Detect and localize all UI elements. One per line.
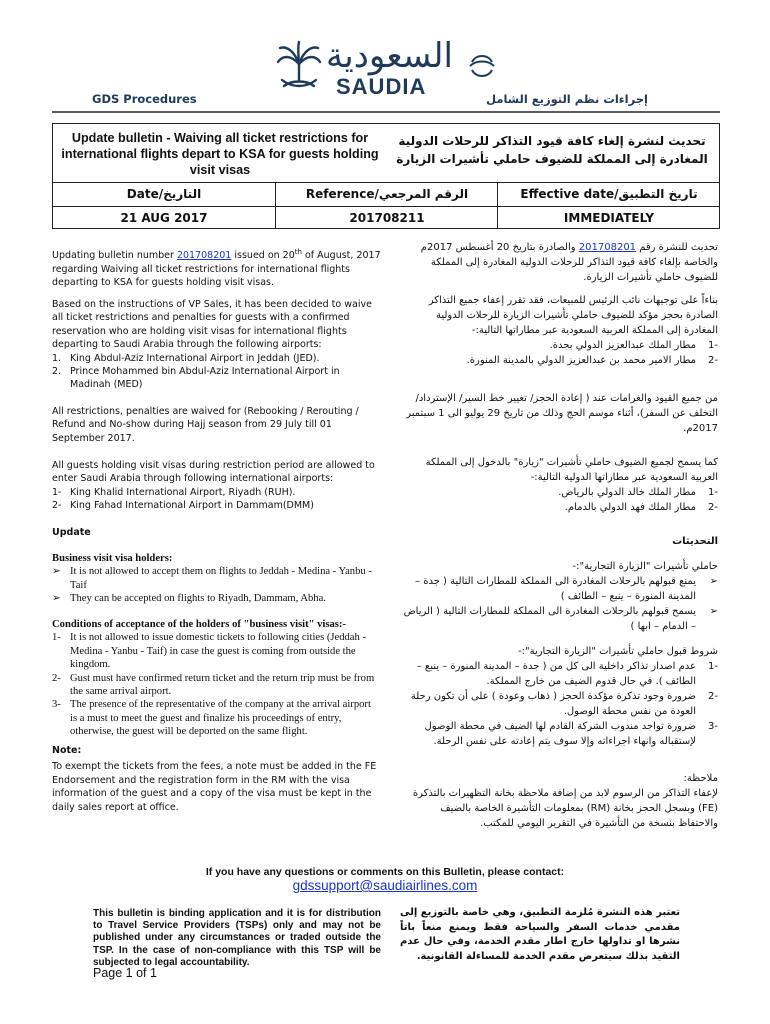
en-conditions-section: Conditions of acceptance of the holders of "business visit" visas:- 1- It is not allowed to issue domestic tickets to following cities (Jeddah - Medina - Yanbu - Taif) in case the guest is coming from outside the kingdom. 2- Gust must have confirmed return ticket and the return trip must be from the same arrival airport. 3- The presence of the representative of the company at the arrival airport is a must to meet the guest and finalize his proceedings of entry, otherwise, the guest will be deported on the same flight.: [52, 618, 378, 739]
list-item: 1- It is not allowed to issue domestic tickets to following cities (Jeddah - Medina - Yanbu - Taif) in case the guest is coming from outside the kingdom.: [52, 632, 366, 671]
effective-date-value: IMMEDIATELY: [563, 211, 655, 225]
title-row: [53, 124, 719, 183]
list-item: ➢ They can be accepted on flights to Riyadh, Dammam, Abha.: [52, 593, 326, 605]
bulletin-title-ar: تحديث لنشرة إلغاء كافة قيود التذاكر للرحلات الدولية المغادرة إلى المملكة للضيوف حاملي تأشيرات الزيارة: [396, 134, 708, 166]
gds-procedures-label: GDS Procedures: [92, 92, 197, 106]
date-value: 21 AUG 2017: [120, 211, 208, 225]
row-divider: [53, 206, 719, 207]
ar-update-heading: التحديثات: [672, 536, 718, 547]
ar-note-section: ملاحظة: لإعفاء التذاكر من الرسوم لابد من إضافة ملاحظة بخانة التظهيرات بالتذكرة (FE) وبسجل الحجز بخانة (RM) بمعلومات التأشيرة الخاصة بالضيف والاحتفاظ بنسخة من التأشيرة في التقرير اليومي للمكتب.: [412, 773, 718, 829]
list-item: -2 ضرورة وجود تذكرة مؤكدة الحجز ( ذهاب وعودة ) على أن تكون رحلة العودة من نفس محطة الوصول.: [410, 691, 718, 717]
contact-question: If you have any questions or comments on this Bulletin, please contact:: [205, 866, 565, 878]
list-item: -1 مطار الملك عبدالعزيز الدولي بجدة.: [549, 340, 718, 351]
list-item: 1. King Abdul-Aziz International Airport in Jeddah (JED).: [52, 352, 320, 364]
ar-business-section: حاملي تأشيرات "الزيارة التجارية":- ➢ يمنع قبولهم بالرحلات المغادرة الى المملكة للمطارات التالية ( جدة – المدينة المنورة – ينبع – الطائف ) ➢ يسمح قبولهم بالرحلات المغادرة الى المملكة للمطارات التالية ( الرياض – الدمام – ابها ): [400, 559, 718, 634]
list-item: -2 مطار الملك فهد الدولي بالدمام.: [564, 502, 718, 513]
ar-conditions-section: شروط قبول حاملي تأشيرات "الزيارة التجارية":- -1 عدم اصدار تذاكر داخلية الى كل من ( جدة – المدينة المنورة – ينبع – الطائف ). في حال قدوم الضيف من خارج المملكة. -2 ضرورة وجود تذكرة مؤكدة الحجز ( ذهاب وعودة ) على أن تكون رحلة العودة من نفس محطة الوصول. -3 ضرورة تواجد مندوب الشركة القادم لها الضيف في محطة الوصول لإستقباله وانهاء اجراءاته وإلا سوف يتم إعادته على نفس الرحلة.: [400, 644, 718, 749]
skyteam-icon: [458, 42, 506, 90]
list-item: 3- The presence of the representative of the company at the arrival airport is a must to meet the guest and finalize his proceedings of entry, otherwise, the guest will be deported on the same flight.: [52, 699, 371, 738]
en-update-heading: Update: [52, 527, 91, 538]
list-item: -1 مطار الملك خالد الدولي بالرياض.: [558, 487, 718, 498]
bulletin-link-ar[interactable]: 201708201: [578, 242, 637, 253]
en-paragraph-airports: All guests holding visit visas during restriction period are allowed to enter Saudi Arabia through following international airports: 1- King Khalid International Airport, Riyadh (RUH). 2- King Fahad International Airport in Dammam(DMM): [52, 459, 382, 513]
ar-paragraph-waived: من جميع القيود والغرامات عند ( إعادة الحجز/ تغيير خط السير/ الإسترداد/ التخلف عن السفر)، أثناء موسم الحج وذلك من تاريخ 29 يوليو الى 1 سبتمبر 2017م.: [406, 393, 718, 434]
saudia-logo: [270, 36, 510, 100]
en-paragraph-instructions: Based on the instructions of VP Sales, it has been decided to waive all ticket restrictions and penalties for guests with a confirmed reservation who are holding visit visas for international flights departing to Saudi Arabia through the following airports: 1. King Abdul-Aziz International Airport in Jeddah (JED). 2. Prince Mohammed bin Abdul-Aziz International Airport in Madinah (MED): [52, 298, 378, 392]
bulletin-link[interactable]: 201708201: [176, 250, 232, 262]
list-item: -3 ضرورة تواجد مندوب الشركة القادم لها الضيف في محطة الوصول لإستقباله وانهاء اجراءاته وإلا سوف يتم إعادته على نفس الرحلة.: [424, 721, 718, 747]
bulletin-title-en: Update bulletin - Waiving all ticket restrictions for international flights depart to KSA for guests holding visit visas: [61, 131, 379, 177]
footer-disclaimer-en: This bulletin is binding application and it is for distribution to Travel Service Providers (TSPs) only and may not be published under any circumstances or traded outside the TSP. In the case of non-compliance with this TSP will be subjected to legal accountability.: [93, 908, 381, 968]
list-item: -1 عدم اصدار تذاكر داخلية الى كل من ( جدة – المدينة المنورة – ينبع – الطائف ). في حال قدوم الضيف من خارج المملكة.: [416, 661, 718, 687]
list-item: 1- King Khalid International Airport, Riyadh (RUH).: [52, 486, 296, 498]
list-item: ➢ يسمح قبولهم بالرحلات المغادرة الى المملكة للمطارات التالية ( الرياض – الدمام – ابها ): [403, 606, 718, 632]
list-item: 2- King Fahad International Airport in Dammam(DMM): [52, 500, 314, 512]
effective-date-label: Effective date/تاريخ التطبيق: [520, 187, 698, 201]
date-label: Date/التاريخ: [126, 187, 202, 201]
reference-value: 201708211: [349, 211, 425, 225]
palm-swords-icon: [276, 40, 322, 92]
logo-english: SAUDIA: [336, 74, 427, 99]
list-item: -2 مطار الامير محمد بن عبدالعزيز الدولي بالمدينة المنورة.: [466, 355, 718, 366]
ar-paragraph-intro: تحديث للنشرة رقم 201708201 والصادرة بتاريخ 20 أغسطس 2017م والخاصة بإلغاء كافة قيود التذاكر للرحلات الدولية المغادرة إلى المملكة للضيوف حاملي تأشيرات الزيارة.: [420, 242, 718, 283]
contact-email-link[interactable]: gdssupport@saudiairlines.com: [292, 878, 478, 893]
header-divider: [52, 111, 720, 113]
en-paragraph-waived: All restrictions, penalties are waived for (Rebooking / Rerouting / Refund and No-show during Hajj season from 29 July till 01 September 2017.: [52, 406, 359, 444]
en-note-section: Note: To exempt the tickets from the fees, a note must be added in the FE Endorsement and the registration form in the RM with the visa information of the guest and a copy of the visa must be kept in the daily sales report at office.: [52, 745, 377, 813]
contact-email-wrapper: [0, 878, 770, 893]
list-item: 2. Prince Mohammed bin Abdul-Aziz International Airport in Madinah (MED): [52, 366, 340, 391]
en-paragraph-intro: Updating bulletin number 201708201 issued on 20th of August, 2017 regarding Waiving all ticket restrictions for international flights departing to KSA for guests holding visit visas.: [52, 248, 381, 288]
bulletin-info-table: [52, 123, 720, 229]
logo-arabic: السعودية: [326, 36, 453, 76]
page-number: Page 1 of 1: [93, 966, 157, 980]
en-business-section: Business visit visa holders: ➢ It is not allowed to accept them on flights to Jeddah - Medina - Yanbu - Taif ➢ They can be accepted on flights to Riyadh, Dammam, Abha.: [52, 552, 374, 606]
reference-label: Reference/الرقم المرجعي: [305, 187, 469, 201]
list-item: 2- Gust must have confirmed return ticket and the return trip must be from the same arrival airport.: [52, 672, 375, 698]
ar-paragraph-airports: كما يسمح لجميع الضيوف حاملي تأشيرات "زيارة" بالدخول إلى المملكة العربية السعودية عبر مطاراتها الدولية التالية:- -1 مطار الملك خالد الدولي بالرياض. -2 مطار الملك فهد الدولي بالدمام.: [400, 455, 718, 515]
gds-procedures-label-ar: إجراءات نظم التوزيع الشامل: [486, 92, 648, 106]
list-item: ➢ يمنع قبولهم بالرحلات المغادرة الى المملكة للمطارات التالية ( جدة – المدينة المنورة – ينبع – الطائف ): [415, 576, 718, 602]
footer-disclaimer-ar: تعتبر هذه النشرة مُلزمة التطبيق، وهي خاصة بالتوزيع إلى مقدمي خدمات السفر والسياحة فقط ويمنع منعاً باتاً نشرها او تداولها خارج اطار مقدم الخدمة، وفي حال عدم التقيد بذلك سيتعرض مقدم الخدمة للمساءلة القانونية.: [400, 907, 680, 962]
list-item: ➢ It is not allowed to accept them on flights to Jeddah - Medina - Yanbu - Taif: [52, 566, 372, 591]
ar-paragraph-instructions: بناءاً على توجيهات نائب الرئيس للمبيعات، فقد تقرر إعفاء جميع التذاكر الصادرة بحجز مؤكد للضيوف حاملي تأشيرات الزيارة للرحلات الدولية المغادرة إلى المملكة العربية السعودية عبر مطاراتها التالية:- -1 مطار الملك عبدالعزيز الدولي بجدة. -2 مطار الامير محمد بن عبدالعزيز الدولي بالمدينة المنورة.: [400, 293, 718, 368]
